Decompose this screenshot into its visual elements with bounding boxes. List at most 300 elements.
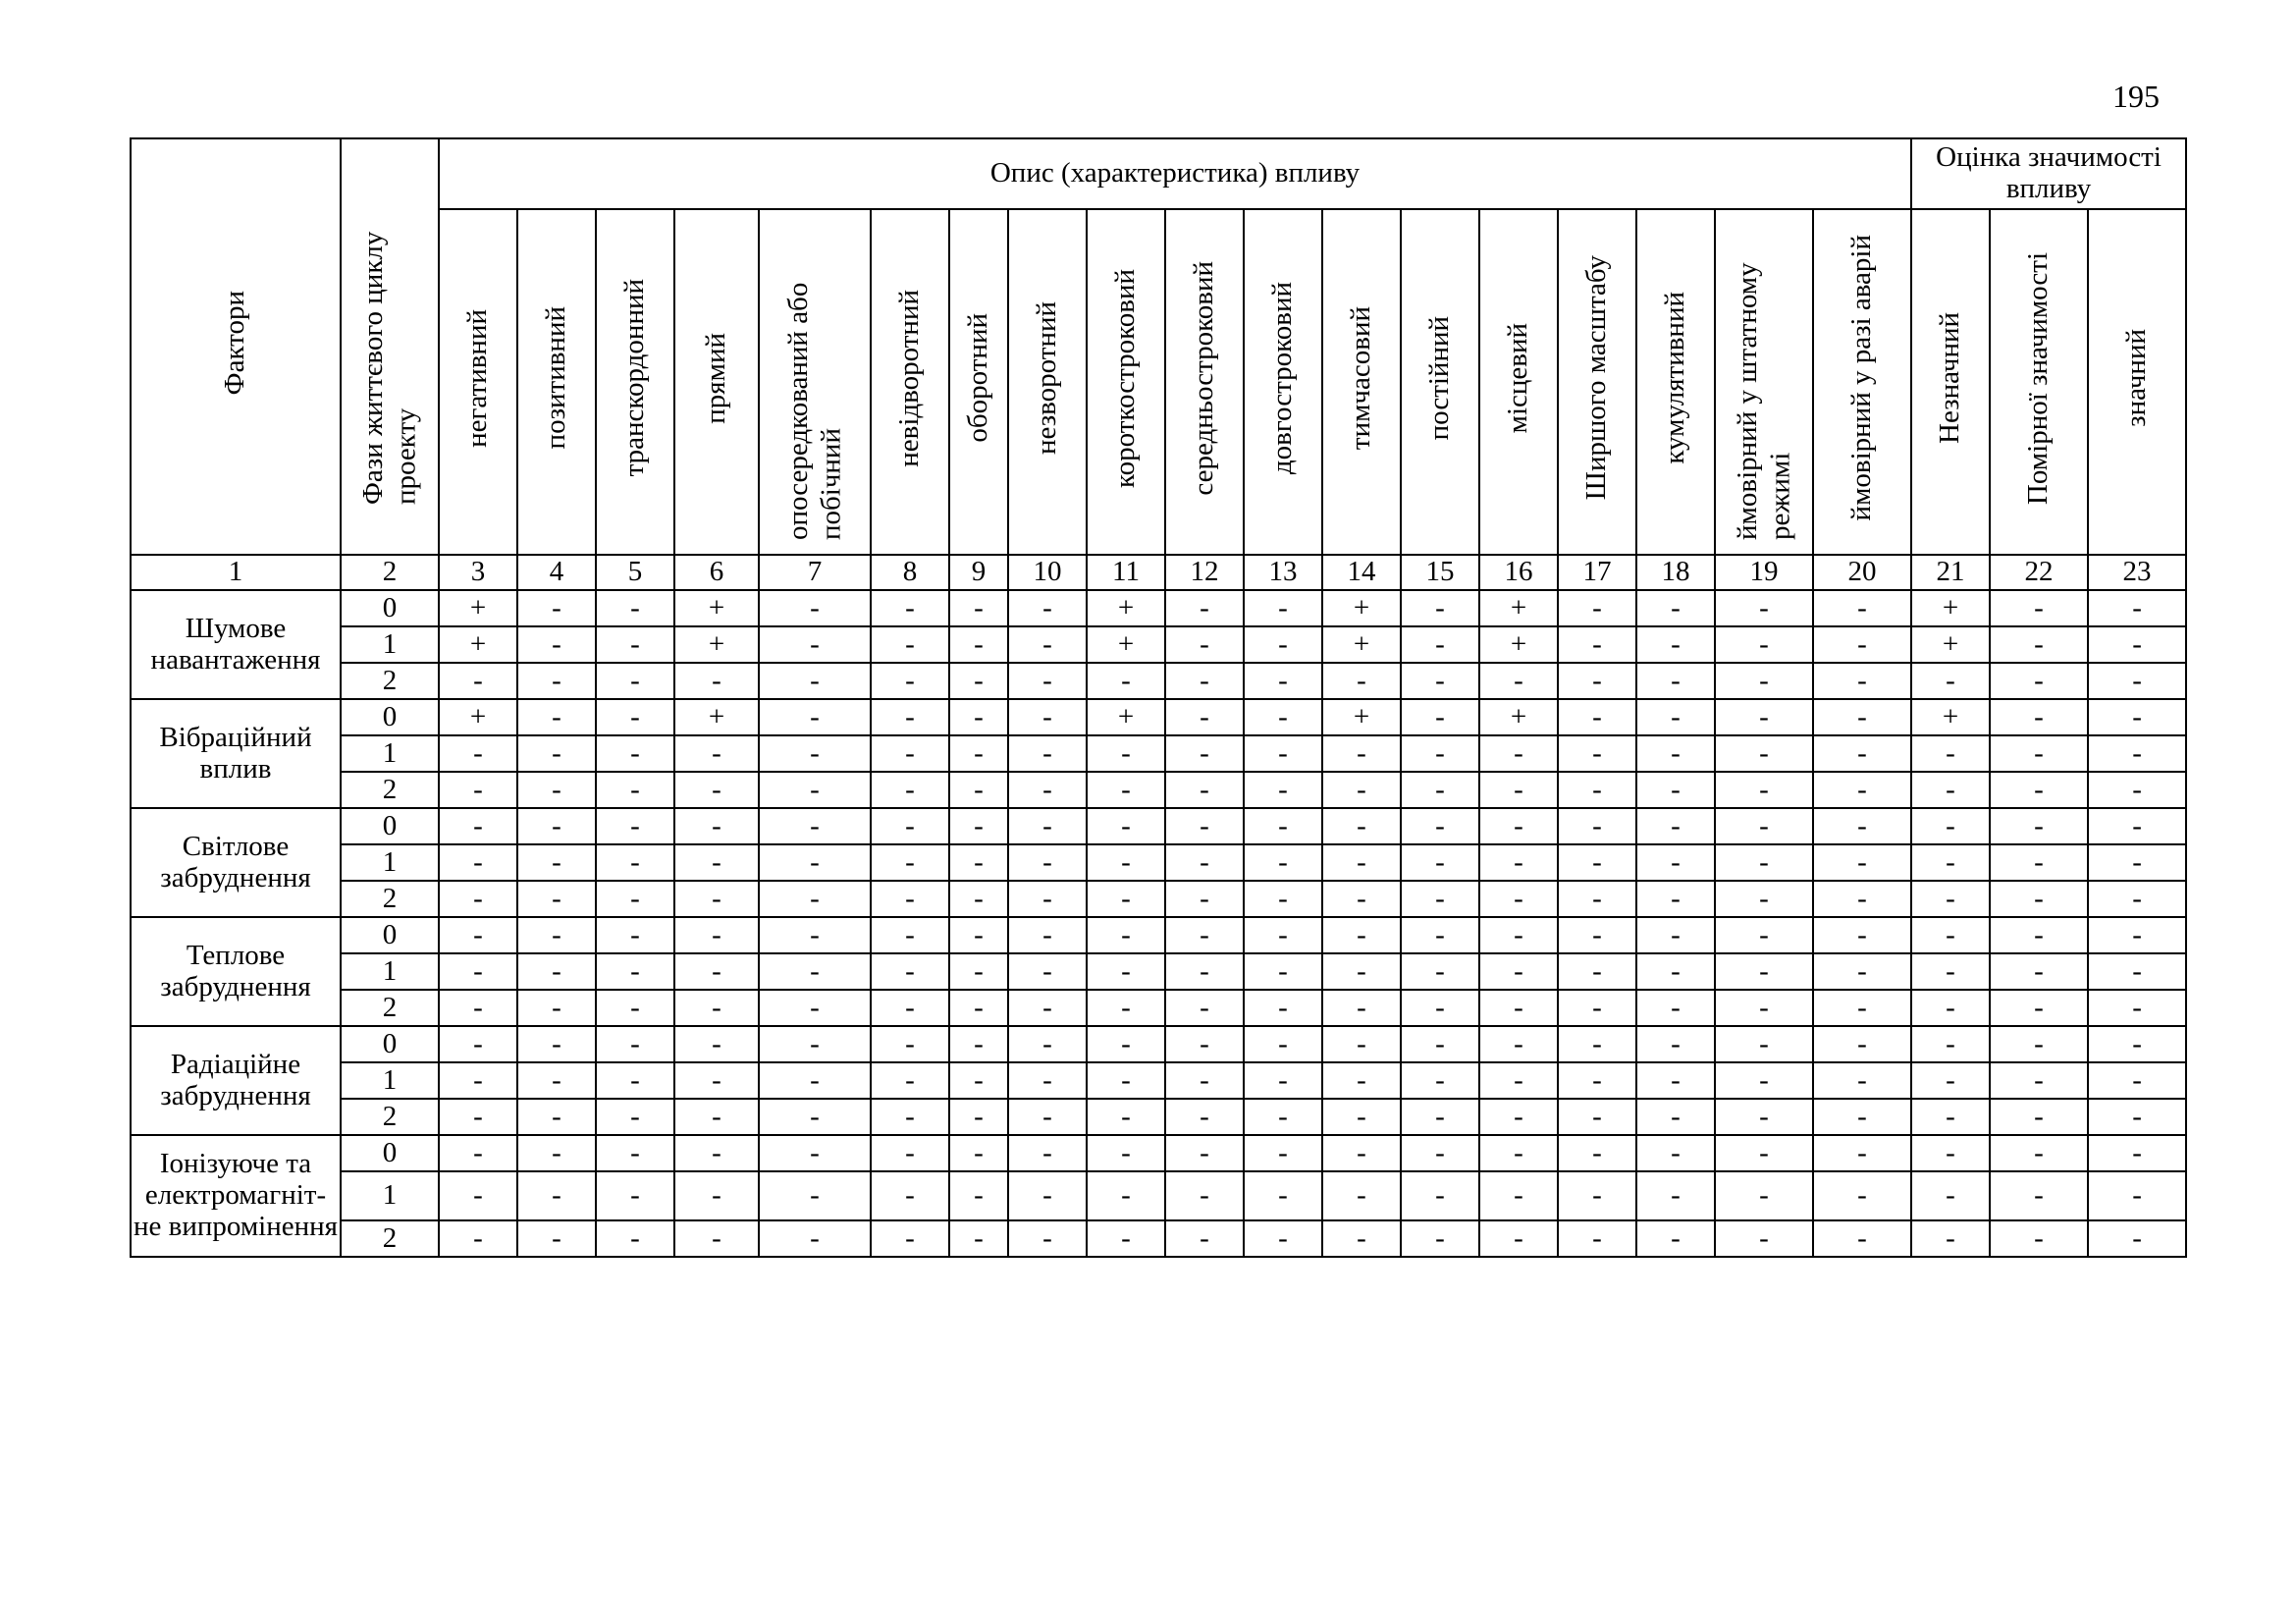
- mark-cell: -: [1087, 1026, 1165, 1062]
- mark-cell: +: [1479, 699, 1558, 735]
- mark-cell: -: [1322, 808, 1401, 844]
- mark-cell: -: [1401, 735, 1479, 772]
- mark-cell: +: [1479, 626, 1558, 663]
- phase-cell: 1: [341, 953, 439, 990]
- mark-cell: -: [2088, 990, 2186, 1026]
- phase-cell: 0: [341, 590, 439, 626]
- mark-cell: -: [1558, 663, 1636, 699]
- mark-cell: -: [1990, 1135, 2088, 1171]
- mark-cell: -: [871, 990, 949, 1026]
- column-header: Помірної значимості: [1990, 209, 2088, 555]
- mark-cell: -: [1813, 663, 1911, 699]
- column-header: опосередкований або побічний: [759, 209, 871, 555]
- mark-cell: -: [674, 953, 759, 990]
- column-number: 19: [1715, 555, 1813, 590]
- column-number: 9: [949, 555, 1008, 590]
- mark-cell: -: [1165, 808, 1244, 844]
- page-number: 195: [2112, 79, 2160, 114]
- mark-cell: -: [949, 1220, 1008, 1257]
- mark-cell: -: [759, 1099, 871, 1135]
- mark-cell: +: [439, 590, 517, 626]
- mark-cell: -: [674, 917, 759, 953]
- mark-cell: -: [1636, 990, 1715, 1026]
- mark-cell: -: [1322, 917, 1401, 953]
- mark-cell: -: [1322, 1099, 1401, 1135]
- column-header: позитивний: [517, 209, 596, 555]
- mark-cell: -: [949, 772, 1008, 808]
- factor-cell: Радіаційне забруднення: [131, 1026, 341, 1135]
- mark-cell: -: [596, 590, 674, 626]
- column-number: 1: [131, 555, 341, 590]
- column-number: 14: [1322, 555, 1401, 590]
- mark-cell: -: [1813, 808, 1911, 844]
- mark-cell: -: [1636, 699, 1715, 735]
- mark-cell: -: [674, 1171, 759, 1220]
- impact-assessment-table: [130, 137, 2187, 1258]
- mark-cell: -: [1479, 1171, 1558, 1220]
- mark-cell: -: [1008, 663, 1087, 699]
- mark-cell: -: [759, 953, 871, 990]
- mark-cell: -: [1322, 1135, 1401, 1171]
- mark-cell: -: [1911, 772, 1990, 808]
- mark-cell: -: [759, 1220, 871, 1257]
- table-row: [131, 1135, 2186, 1171]
- mark-cell: -: [1087, 990, 1165, 1026]
- mark-cell: +: [1322, 590, 1401, 626]
- mark-cell: -: [871, 953, 949, 990]
- mark-cell: -: [517, 1171, 596, 1220]
- mark-cell: -: [1990, 917, 2088, 953]
- mark-cell: -: [596, 881, 674, 917]
- table-row: [131, 881, 2186, 917]
- mark-cell: -: [1990, 1026, 2088, 1062]
- mark-cell: -: [439, 881, 517, 917]
- mark-cell: -: [1558, 1135, 1636, 1171]
- mark-cell: -: [759, 990, 871, 1026]
- mark-cell: -: [1401, 1062, 1479, 1099]
- mark-cell: -: [759, 844, 871, 881]
- mark-cell: -: [1636, 1062, 1715, 1099]
- mark-cell: -: [1479, 881, 1558, 917]
- column-number: 6: [674, 555, 759, 590]
- column-number: 12: [1165, 555, 1244, 590]
- mark-cell: -: [871, 917, 949, 953]
- mark-cell: -: [1322, 990, 1401, 1026]
- phase-cell: 0: [341, 1026, 439, 1062]
- mark-cell: -: [1008, 626, 1087, 663]
- mark-cell: -: [2088, 881, 2186, 917]
- column-number: 21: [1911, 555, 1990, 590]
- mark-cell: -: [2088, 1026, 2186, 1062]
- column-header: невідворотний: [871, 209, 949, 555]
- description-group-header: Опис (характеристика) впливу: [439, 138, 1911, 209]
- mark-cell: -: [2088, 590, 2186, 626]
- mark-cell: -: [2088, 1220, 2186, 1257]
- factor-cell: Вібраційний вплив: [131, 699, 341, 808]
- column-number: 20: [1813, 555, 1911, 590]
- mark-cell: -: [1244, 735, 1322, 772]
- mark-cell: -: [871, 1171, 949, 1220]
- mark-cell: -: [1911, 663, 1990, 699]
- mark-cell: -: [439, 990, 517, 1026]
- mark-cell: +: [1087, 699, 1165, 735]
- score-group-header: Оцінка значимості впливу: [1911, 138, 2186, 209]
- mark-cell: -: [596, 735, 674, 772]
- mark-cell: -: [1244, 881, 1322, 917]
- mark-cell: -: [1008, 735, 1087, 772]
- mark-cell: -: [1715, 699, 1813, 735]
- mark-cell: -: [1087, 1171, 1165, 1220]
- mark-cell: -: [517, 990, 596, 1026]
- table-row: [131, 772, 2186, 808]
- mark-cell: -: [1715, 1026, 1813, 1062]
- mark-cell: -: [517, 735, 596, 772]
- mark-cell: -: [871, 626, 949, 663]
- mark-cell: -: [1636, 1026, 1715, 1062]
- mark-cell: -: [871, 772, 949, 808]
- mark-cell: -: [1165, 772, 1244, 808]
- mark-cell: -: [949, 1171, 1008, 1220]
- mark-cell: -: [674, 772, 759, 808]
- mark-cell: +: [1322, 699, 1401, 735]
- mark-cell: -: [871, 699, 949, 735]
- mark-cell: -: [596, 626, 674, 663]
- mark-cell: -: [1244, 663, 1322, 699]
- mark-cell: -: [2088, 663, 2186, 699]
- mark-cell: +: [1087, 626, 1165, 663]
- mark-cell: -: [1008, 1062, 1087, 1099]
- mark-cell: -: [1165, 917, 1244, 953]
- mark-cell: -: [1479, 1220, 1558, 1257]
- mark-cell: -: [1244, 1099, 1322, 1135]
- table-row: [131, 917, 2186, 953]
- column-number: 10: [1008, 555, 1087, 590]
- factors-header: Фактори: [131, 138, 341, 555]
- mark-cell: -: [1813, 1062, 1911, 1099]
- mark-cell: -: [2088, 1171, 2186, 1220]
- mark-cell: -: [759, 1026, 871, 1062]
- mark-cell: -: [1479, 735, 1558, 772]
- mark-cell: -: [1401, 663, 1479, 699]
- mark-cell: +: [674, 626, 759, 663]
- mark-cell: -: [596, 699, 674, 735]
- phase-cell: 1: [341, 735, 439, 772]
- mark-cell: -: [1911, 844, 1990, 881]
- mark-cell: -: [1558, 917, 1636, 953]
- mark-cell: -: [1087, 844, 1165, 881]
- column-header: ймовірний у штатному режимі: [1715, 209, 1813, 555]
- mark-cell: -: [517, 626, 596, 663]
- mark-cell: -: [1322, 1220, 1401, 1257]
- column-number: 5: [596, 555, 674, 590]
- mark-cell: -: [759, 917, 871, 953]
- table-row: [131, 1171, 2186, 1220]
- mark-cell: -: [949, 917, 1008, 953]
- mark-cell: -: [1715, 844, 1813, 881]
- mark-cell: -: [1322, 1062, 1401, 1099]
- mark-cell: -: [596, 844, 674, 881]
- mark-cell: -: [1558, 1026, 1636, 1062]
- mark-cell: -: [517, 808, 596, 844]
- mark-cell: -: [1636, 953, 1715, 990]
- mark-cell: -: [517, 590, 596, 626]
- mark-cell: -: [2088, 844, 2186, 881]
- mark-cell: -: [1008, 1171, 1087, 1220]
- mark-cell: -: [1008, 953, 1087, 990]
- mark-cell: -: [759, 772, 871, 808]
- column-number: 17: [1558, 555, 1636, 590]
- mark-cell: -: [759, 626, 871, 663]
- mark-cell: -: [1911, 917, 1990, 953]
- table-row: [131, 808, 2186, 844]
- mark-cell: -: [1244, 808, 1322, 844]
- mark-cell: -: [1479, 1135, 1558, 1171]
- mark-cell: -: [1479, 844, 1558, 881]
- mark-cell: -: [1715, 590, 1813, 626]
- mark-cell: -: [1008, 590, 1087, 626]
- mark-cell: -: [517, 844, 596, 881]
- mark-cell: -: [1244, 772, 1322, 808]
- mark-cell: -: [1008, 917, 1087, 953]
- mark-cell: -: [1244, 1062, 1322, 1099]
- table-row: [131, 735, 2186, 772]
- mark-cell: -: [1813, 953, 1911, 990]
- mark-cell: -: [1087, 735, 1165, 772]
- mark-cell: -: [1636, 917, 1715, 953]
- mark-cell: -: [1087, 808, 1165, 844]
- mark-cell: -: [949, 1099, 1008, 1135]
- mark-cell: -: [674, 1099, 759, 1135]
- mark-cell: -: [949, 735, 1008, 772]
- mark-cell: -: [1990, 1171, 2088, 1220]
- mark-cell: +: [439, 699, 517, 735]
- mark-cell: -: [1813, 1099, 1911, 1135]
- column-header: значний: [2088, 209, 2186, 555]
- mark-cell: -: [759, 590, 871, 626]
- mark-cell: -: [871, 590, 949, 626]
- phase-cell: 2: [341, 990, 439, 1026]
- mark-cell: -: [1322, 881, 1401, 917]
- mark-cell: +: [1911, 590, 1990, 626]
- column-number: 4: [517, 555, 596, 590]
- mark-cell: -: [596, 1171, 674, 1220]
- mark-cell: -: [1479, 990, 1558, 1026]
- mark-cell: -: [1558, 626, 1636, 663]
- column-header: негативний: [439, 209, 517, 555]
- mark-cell: -: [759, 699, 871, 735]
- mark-cell: -: [596, 663, 674, 699]
- mark-cell: -: [674, 1062, 759, 1099]
- mark-cell: -: [1165, 1099, 1244, 1135]
- mark-cell: -: [1558, 590, 1636, 626]
- mark-cell: -: [1990, 626, 2088, 663]
- mark-cell: -: [1479, 953, 1558, 990]
- mark-cell: -: [1813, 590, 1911, 626]
- mark-cell: -: [517, 881, 596, 917]
- mark-cell: -: [1990, 772, 2088, 808]
- mark-cell: -: [1401, 699, 1479, 735]
- mark-cell: -: [517, 699, 596, 735]
- mark-cell: -: [1165, 1135, 1244, 1171]
- mark-cell: -: [1715, 772, 1813, 808]
- phase-cell: 2: [341, 1220, 439, 1257]
- mark-cell: -: [1990, 808, 2088, 844]
- mark-cell: -: [439, 953, 517, 990]
- phase-cell: 2: [341, 663, 439, 699]
- mark-cell: -: [1244, 1026, 1322, 1062]
- mark-cell: -: [674, 881, 759, 917]
- mark-cell: -: [1165, 699, 1244, 735]
- factor-cell: Світлове забруднення: [131, 808, 341, 917]
- phase-cell: 1: [341, 626, 439, 663]
- mark-cell: -: [949, 808, 1008, 844]
- mark-cell: -: [871, 1135, 949, 1171]
- mark-cell: -: [1008, 1220, 1087, 1257]
- mark-cell: -: [759, 1062, 871, 1099]
- column-number: 23: [2088, 555, 2186, 590]
- mark-cell: -: [1813, 917, 1911, 953]
- mark-cell: -: [759, 735, 871, 772]
- mark-cell: -: [1322, 1171, 1401, 1220]
- mark-cell: -: [1990, 699, 2088, 735]
- mark-cell: -: [1911, 735, 1990, 772]
- mark-cell: -: [759, 663, 871, 699]
- column-number: 15: [1401, 555, 1479, 590]
- mark-cell: -: [1008, 699, 1087, 735]
- mark-cell: -: [1715, 1062, 1813, 1099]
- mark-cell: -: [1165, 844, 1244, 881]
- mark-cell: -: [1558, 1171, 1636, 1220]
- mark-cell: -: [1401, 1135, 1479, 1171]
- column-header: Ширшого масштабу: [1558, 209, 1636, 555]
- mark-cell: -: [1322, 844, 1401, 881]
- mark-cell: -: [1636, 626, 1715, 663]
- column-header: місцевий: [1479, 209, 1558, 555]
- mark-cell: -: [1990, 1220, 2088, 1257]
- mark-cell: -: [1558, 1099, 1636, 1135]
- column-header: ймовірний у разі аварій: [1813, 209, 1911, 555]
- table-row: [131, 844, 2186, 881]
- mark-cell: -: [1479, 1026, 1558, 1062]
- column-header: середньостроковий: [1165, 209, 1244, 555]
- phase-cell: 0: [341, 1135, 439, 1171]
- mark-cell: -: [517, 1026, 596, 1062]
- mark-cell: -: [1244, 917, 1322, 953]
- mark-cell: -: [439, 1026, 517, 1062]
- mark-cell: -: [439, 844, 517, 881]
- mark-cell: -: [1990, 663, 2088, 699]
- mark-cell: -: [674, 1220, 759, 1257]
- mark-cell: -: [1087, 953, 1165, 990]
- mark-cell: -: [1636, 1099, 1715, 1135]
- mark-cell: -: [1165, 735, 1244, 772]
- mark-cell: -: [1244, 590, 1322, 626]
- mark-cell: -: [1479, 1062, 1558, 1099]
- mark-cell: -: [674, 735, 759, 772]
- mark-cell: -: [1479, 772, 1558, 808]
- mark-cell: -: [439, 663, 517, 699]
- mark-cell: -: [1558, 844, 1636, 881]
- phase-cell: 2: [341, 881, 439, 917]
- mark-cell: -: [2088, 953, 2186, 990]
- mark-cell: -: [1813, 699, 1911, 735]
- mark-cell: -: [2088, 1062, 2186, 1099]
- mark-cell: -: [1911, 808, 1990, 844]
- mark-cell: -: [1087, 881, 1165, 917]
- mark-cell: -: [2088, 626, 2186, 663]
- mark-cell: -: [674, 663, 759, 699]
- mark-cell: -: [949, 953, 1008, 990]
- mark-cell: -: [1990, 953, 2088, 990]
- mark-cell: -: [439, 917, 517, 953]
- mark-cell: -: [674, 1135, 759, 1171]
- mark-cell: -: [1715, 881, 1813, 917]
- mark-cell: -: [1244, 1135, 1322, 1171]
- mark-cell: -: [596, 1220, 674, 1257]
- mark-cell: -: [1401, 808, 1479, 844]
- phase-cell: 0: [341, 699, 439, 735]
- mark-cell: -: [1911, 1026, 1990, 1062]
- mark-cell: -: [517, 663, 596, 699]
- mark-cell: -: [674, 990, 759, 1026]
- mark-cell: -: [1087, 1062, 1165, 1099]
- mark-cell: -: [1244, 953, 1322, 990]
- table-row: [131, 1099, 2186, 1135]
- mark-cell: -: [1558, 1062, 1636, 1099]
- mark-cell: -: [1636, 1135, 1715, 1171]
- mark-cell: -: [1636, 772, 1715, 808]
- mark-cell: -: [596, 1062, 674, 1099]
- column-number: 2: [341, 555, 439, 590]
- phase-cell: 1: [341, 1062, 439, 1099]
- mark-cell: -: [1715, 990, 1813, 1026]
- mark-cell: -: [1008, 1099, 1087, 1135]
- table-row: [131, 699, 2186, 735]
- mark-cell: -: [949, 590, 1008, 626]
- mark-cell: -: [1636, 663, 1715, 699]
- mark-cell: -: [1813, 1135, 1911, 1171]
- mark-cell: -: [1165, 990, 1244, 1026]
- phase-cell: 2: [341, 1099, 439, 1135]
- mark-cell: -: [1813, 1026, 1911, 1062]
- mark-cell: -: [1008, 808, 1087, 844]
- phase-cell: 1: [341, 844, 439, 881]
- column-header: незворотний: [1008, 209, 1087, 555]
- column-header: Незначний: [1911, 209, 1990, 555]
- column-header: довгостроковий: [1244, 209, 1322, 555]
- mark-cell: -: [1990, 735, 2088, 772]
- mark-cell: -: [949, 626, 1008, 663]
- mark-cell: -: [1911, 1171, 1990, 1220]
- mark-cell: -: [1715, 953, 1813, 990]
- mark-cell: -: [1087, 663, 1165, 699]
- mark-cell: -: [2088, 1135, 2186, 1171]
- mark-cell: -: [949, 1062, 1008, 1099]
- mark-cell: -: [1558, 953, 1636, 990]
- mark-cell: -: [596, 1099, 674, 1135]
- mark-cell: -: [439, 1171, 517, 1220]
- column-number: 7: [759, 555, 871, 590]
- mark-cell: -: [949, 1135, 1008, 1171]
- mark-cell: -: [1911, 1135, 1990, 1171]
- mark-cell: -: [871, 844, 949, 881]
- mark-cell: +: [1911, 699, 1990, 735]
- mark-cell: -: [1401, 1220, 1479, 1257]
- mark-cell: -: [596, 772, 674, 808]
- mark-cell: -: [439, 1220, 517, 1257]
- mark-cell: -: [596, 990, 674, 1026]
- mark-cell: -: [439, 1099, 517, 1135]
